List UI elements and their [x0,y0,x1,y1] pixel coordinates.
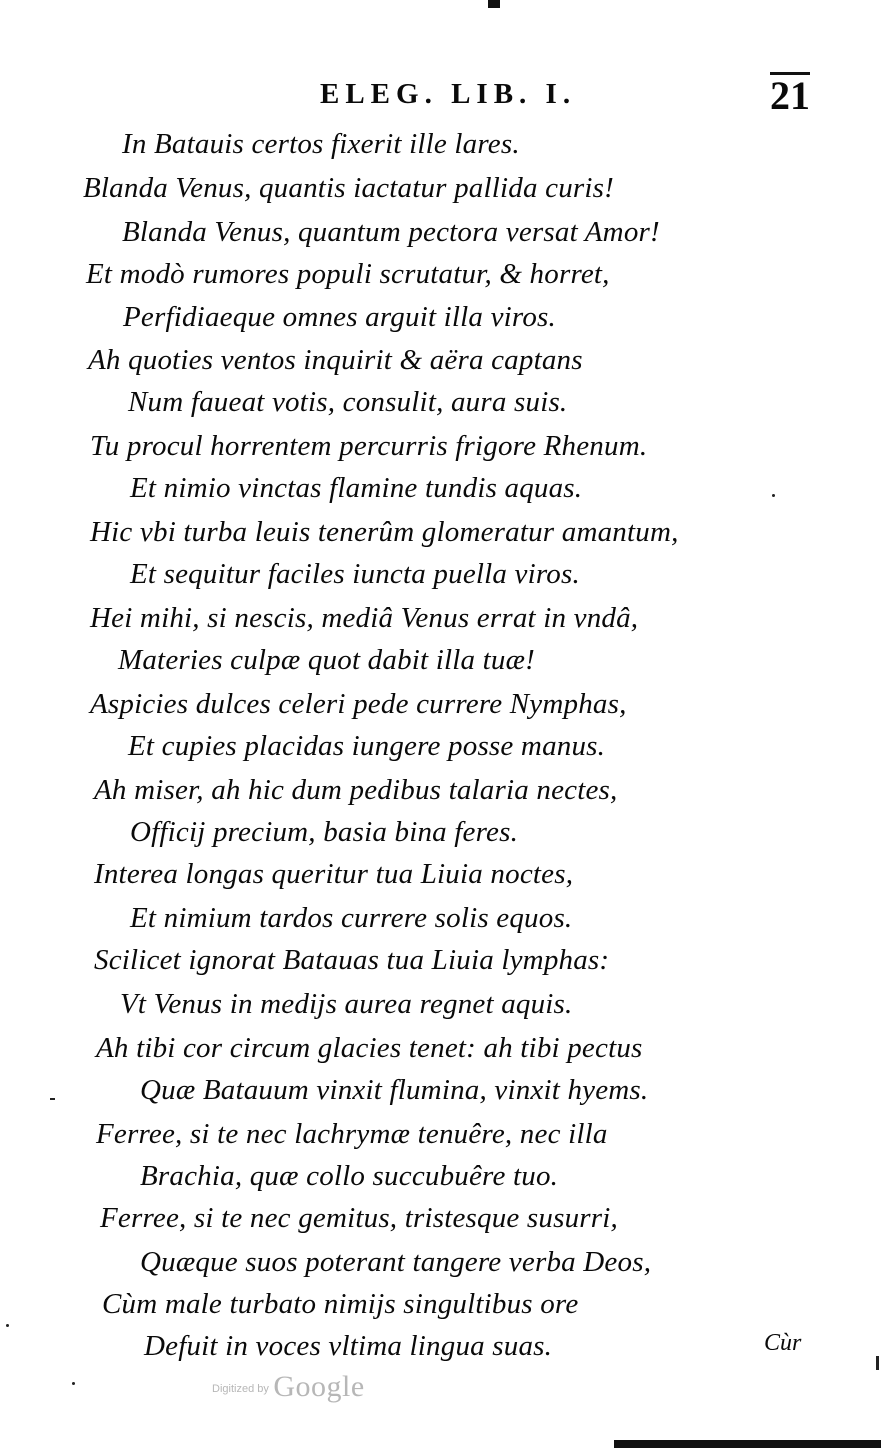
verse-line: Blanda Venus, quantis iactatur pallida curis! [83,172,614,204]
ink-speck [6,1324,9,1327]
verse-line: Scilicet ignorat Batauas tua Liuia lymphas: [94,944,610,976]
verse-line: Ah tibi cor circum glacies tenet: ah tibi pectus [96,1032,643,1064]
verse-line: Hic vbi turba leuis tenerûm glomeratur amantum, [90,516,679,548]
verse-line: Aspicies dulces celeri pede currere Nymphas, [90,688,627,720]
verse-line: Vt Venus in medijs aurea regnet aquis. [120,988,573,1020]
verse-line: Et nimio vinctas flamine tundis aquas. [130,472,583,504]
verse-line: Et cupies placidas iungere posse manus. [128,730,606,762]
verse-line: Blanda Venus, quantum pectora versat Amor! [122,216,660,248]
verse-line: Ferree, si te nec gemitus, tristesque susurri, [100,1202,618,1234]
verse-line: Quæ Batauum vinxit flumina, vinxit hyems. [140,1074,649,1106]
verse-line: Quæque suos poterant tangere verba Deos, [140,1246,652,1278]
verse-line: Ah quoties ventos inquirit & aëra captans [88,344,583,376]
verse-line: Brachia, quæ collo succubuêre tuo. [140,1160,559,1192]
verse-line: Officij precium, basia bina feres. [130,816,519,848]
digitized-watermark [212,1370,365,1404]
running-head: ELEG. LIB. I. [320,78,577,110]
verse-line: Num faueat votis, consulit, aura suis. [128,386,568,418]
watermark-prefix: Digitized by [212,1383,269,1395]
verse-line: Perfidiaeque omnes arguit illa viros. [123,301,556,333]
verse-line: Hei mihi, si nescis, mediâ Venus errat in vndâ, [90,602,639,634]
ink-speck [876,1356,879,1370]
page-number: 21 [770,73,810,118]
verse-line: Et modò rumores populi scrutatur, & horret, [86,258,610,290]
ink-speck [72,1382,75,1385]
watermark-brand: Google [273,1370,365,1403]
verse-line: Et nimium tardos currere solis equos. [130,902,573,934]
verse-line: Interea longas queritur tua Liuia noctes, [94,858,574,890]
ink-speck [50,1098,55,1100]
verse-line: Ah miser, ah hic dum pedibus talaria nectes, [94,774,618,806]
verse-line: Et sequitur faciles iuncta puella viros. [130,558,580,590]
ink-speck [772,494,775,497]
top-ink-mark [488,0,500,8]
verse-line: Tu procul horrentem percurris frigore Rhenum. [90,430,648,462]
verse-line: Cùm male turbato nimijs singultibus ore [102,1288,579,1320]
verse-line: Ferree, si te nec lachrymæ tenuêre, nec illa [96,1118,608,1150]
catchword: Cùr [764,1330,802,1356]
verse-line: Materies culpæ quot dabit illa tuæ! [118,644,536,676]
verse-line: Defuit in voces vltima lingua suas. [144,1330,553,1362]
bottom-ink-rule [614,1440,881,1448]
verse-line: In Batauis certos fixerit ille lares. [122,128,520,160]
